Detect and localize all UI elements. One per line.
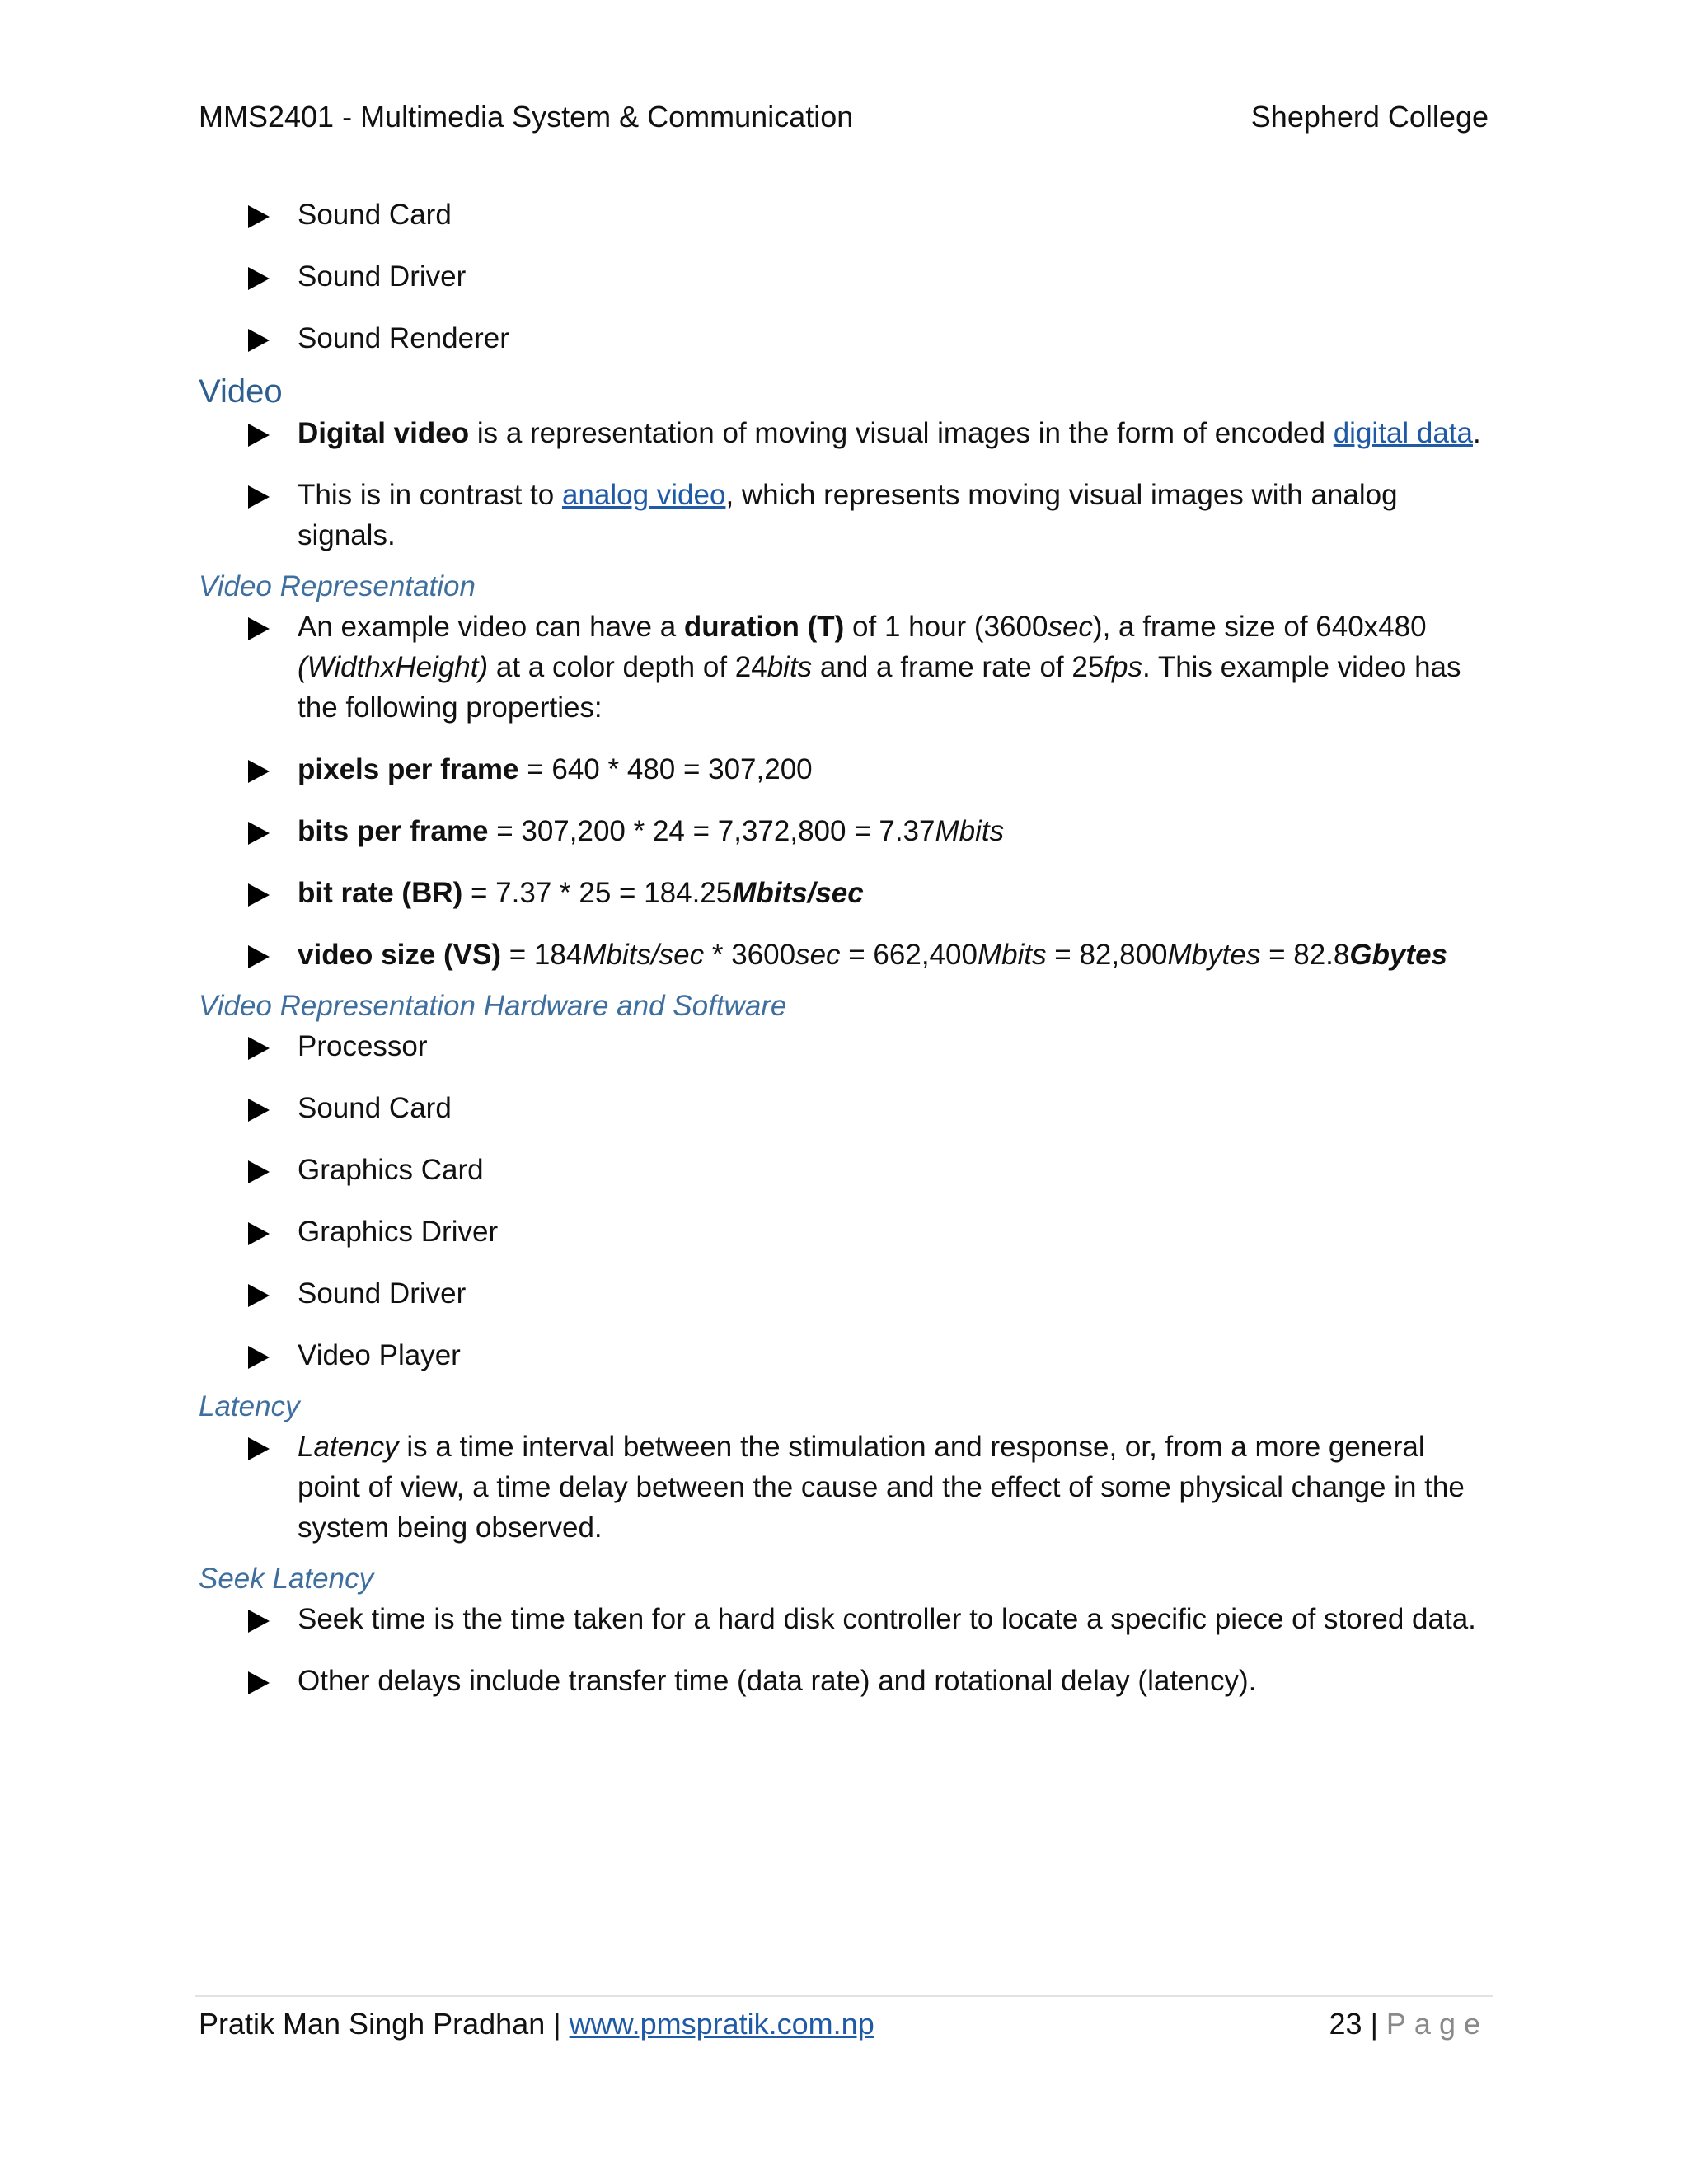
triangle-bullet-icon	[248, 329, 270, 352]
triangle-bullet-icon	[248, 267, 270, 290]
footer-divider	[195, 1995, 1493, 1997]
page-header	[199, 97, 1489, 137]
triangle-bullet-icon	[248, 822, 270, 845]
list-item: bits per frame = 307,200 * 24 = 7,372,800 = 7.37Mbits	[199, 811, 1489, 851]
footer-author-block: Pratik Man Singh Pradhan | www.pmspratik.com.np	[199, 2007, 874, 2041]
list-item: Latency is a time interval between the stimulation and response, or, from a more general point of view, a time delay between the cause and the effect of some physical change in the system being observed.	[199, 1427, 1489, 1548]
list-item: bit rate (BR) = 7.37 * 25 = 184.25Mbits/sec	[199, 873, 1489, 913]
triangle-bullet-icon	[248, 1099, 270, 1122]
triangle-bullet-icon	[248, 883, 270, 907]
list-item: Processor	[199, 1026, 1489, 1066]
heading-seek-latency: Seek Latency	[199, 1563, 374, 1595]
triangle-bullet-icon	[248, 424, 270, 447]
triangle-bullet-icon	[248, 760, 270, 783]
list-item: Digital video is a representation of moving visual images in the form of encoded digital data.	[199, 413, 1489, 453]
header-institution: Shepherd College	[1250, 100, 1489, 134]
page-content	[199, 194, 1489, 1722]
header-course-title: MMS2401 - Multimedia System & Communication	[199, 100, 854, 134]
list-item: Sound Driver	[199, 1273, 1489, 1314]
digital-data-link[interactable]: digital data	[1333, 417, 1474, 449]
list-item: Sound Driver	[199, 256, 1489, 297]
list-item: Seek time is the time taken for a hard disk controller to locate a specific piece of stored data.	[199, 1599, 1489, 1639]
page-number: 23	[1329, 2007, 1362, 2041]
list-item: Sound Renderer	[199, 318, 1489, 359]
list-item: Sound Card	[199, 194, 1489, 235]
analog-video-link[interactable]: analog video	[561, 479, 726, 511]
list-item: An example video can have a duration (T) of 1 hour (3600sec), a frame size of 640x480 (WidthxHeight) at a color depth of 24bits and a frame rate of 25fps. This example video has the following properties:	[199, 607, 1489, 728]
heading-video: Video	[199, 373, 283, 410]
triangle-bullet-icon	[248, 1671, 270, 1694]
list-item: pixels per frame = 640 * 480 = 307,200	[199, 749, 1489, 790]
footer-page-number-block: 23 | Page	[1329, 2007, 1489, 2041]
triangle-bullet-icon	[248, 945, 270, 968]
triangle-bullet-icon	[248, 205, 270, 228]
heading-hardware-software: Video Representation Hardware and Software	[199, 990, 787, 1022]
triangle-bullet-icon	[248, 1160, 270, 1183]
triangle-bullet-icon	[248, 1037, 270, 1060]
page-word: Page	[1386, 2007, 1489, 2041]
heading-latency: Latency	[199, 1390, 300, 1422]
heading-video-representation: Video Representation	[199, 570, 476, 602]
triangle-bullet-icon	[248, 1222, 270, 1245]
triangle-bullet-icon	[248, 1610, 270, 1633]
list-item: Sound Card	[199, 1088, 1489, 1128]
triangle-bullet-icon	[248, 617, 270, 640]
footer-author: Pratik Man Singh Pradhan	[199, 2007, 546, 2041]
triangle-bullet-icon	[248, 1437, 270, 1460]
list-item: Graphics Card	[199, 1150, 1489, 1190]
list-item: Graphics Driver	[199, 1212, 1489, 1252]
list-item: This is in contrast to analog video, which represents moving visual images with analog signals.	[199, 475, 1489, 555]
triangle-bullet-icon	[248, 1346, 270, 1369]
triangle-bullet-icon	[248, 1284, 270, 1307]
list-item: video size (VS) = 184Mbits/sec * 3600sec = 662,400Mbits = 82,800Mbytes = 82.8Gbytes	[199, 935, 1489, 975]
list-item: Video Player	[199, 1335, 1489, 1376]
page-footer	[199, 2004, 1489, 2044]
footer-website-link[interactable]: www.pmspratik.com.np	[569, 2007, 874, 2041]
list-item: Other delays include transfer time (data rate) and rotational delay (latency).	[199, 1661, 1489, 1701]
triangle-bullet-icon	[248, 485, 270, 509]
